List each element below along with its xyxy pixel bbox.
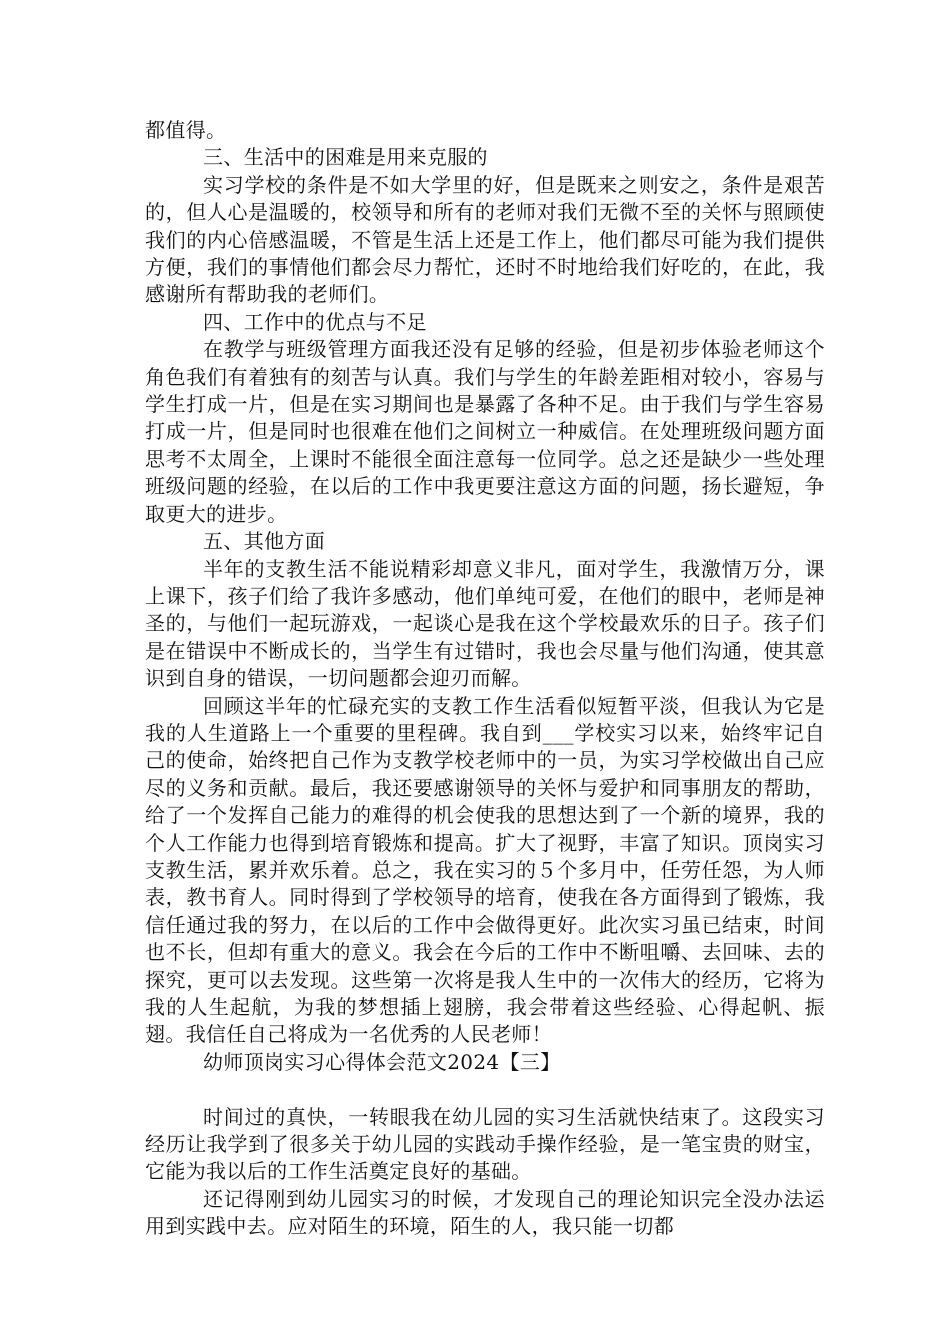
section-heading-life-difficulties: 三、生活中的困难是用来克服的 [203,145,488,170]
paragraph-review: 回顾这半年的忙碌充实的支教工作生活看似短暂平淡，但我认为它是我的人生道路上一个重要的里程碑。我自到___学校实习以来，始终牢记自己的使命，始终把自己作为支教学校老师中的一员，为实习学校做出自己应尽的义务和贡献。最后，我还要感谢领导的关怀与爱护和同事朋友的帮助，给了一个发挥自己能力的难得的机会使我的思想达到了一个新的境界，我的个人工作能力也得到培育锻炼和提高。扩大了视野，丰富了知识。顶岗实习支教生活，累并欢乐着。总之，我在实习的５个多月中，任劳任怨，为人师表，教书育人。同时得到了学校领导的培育，使我在各方面得到了锻炼，我信任通过我的努力，在以后的工作中会做得更好。此次实习虽已结束，时间也不长，但却有重大的意义。我会在今后的工作中不断咀嚼、去回味、去的探究，更可以去发现。这些第一次将是我人生中的一次伟大的经历，它将为我的人生起航，为我的梦想插上翅膀，我会带着这些经验、心得起帆、振翅。我信任自己将成为一名优秀的人民老师！ [145,693,825,1047]
paragraph-other-aspects: 半年的支教生活不能说精彩却意义非凡，面对学生，我激情万分，课上课下，孩子们给了我许多感动，他们单纯可爱，在他们的眼中，老师是神圣的，与他们一起玩游戏，一起谈心是我在这个学校最欢乐的日子。孩子们是在错误中不断成长的，当学生有过错时，我也会尽量与他们沟通，使其意识到自身的错误，一切问题都会迎刃而解。 [145,556,825,691]
section-heading-other-aspects: 五、其他方面 [203,529,326,554]
paragraph-life-difficulties: 实习学校的条件是不如大学里的好，但是既来之则安之，条件是艰苦的，但人心是温暖的，校领导和所有的老师对我们无微不至的关怀与照顾使我们的内心倍感温暖，不管是生活上还是工作上，他们都尽可能为我们提供方便，我们的事情他们都会尽力帮忙，还时不时地给我们好吃的，在此，我感谢所有帮助我的老师们。 [145,172,825,307]
paragraph-time-flies: 时间过的真快，一转眼我在幼儿园的实习生活就快结束了。这段实习经历让我学到了很多关于幼儿园的实践动手操作经验，是一笔宝贵的财宝，它能为我以后的工作生活奠定良好的基础。 [145,1104,825,1184]
blank-line [145,1076,825,1103]
document-body [145,117,825,1241]
paragraph-first-arrival: 还记得刚到幼儿园实习的时候，才发现自己的理论知识完全没办法运用到实践中去。应对陌生的环境，陌生的人，我只能一切都 [145,1186,825,1239]
article-title-three: 幼师顶岗实习心得体会范文2024【三】 [203,1049,561,1074]
paragraph-strengths-weaknesses: 在教学与班级管理方面我还没有足够的经验，但是初步体验老师这个角色我们有着独有的刻苦与认真。我们与学生的年龄差距相对较小，容易与学生打成一片，但是在实习期间也是暴露了各种不足。由于我们与学生容易打成一片，但是同时也很难在他们之间树立一种威信。在处理班级问题方面思考不太周全，上课时不能很全面注意每一位同学。总之还是缺少一些处理班级问题的经验，在以后的工作中我更要注意这方面的问题，扬长避短，争取更大的进步。 [145,337,825,526]
section-heading-strengths-weaknesses: 四、工作中的优点与不足 [203,309,427,334]
paragraph-continuation: 都值得。 [145,118,227,142]
